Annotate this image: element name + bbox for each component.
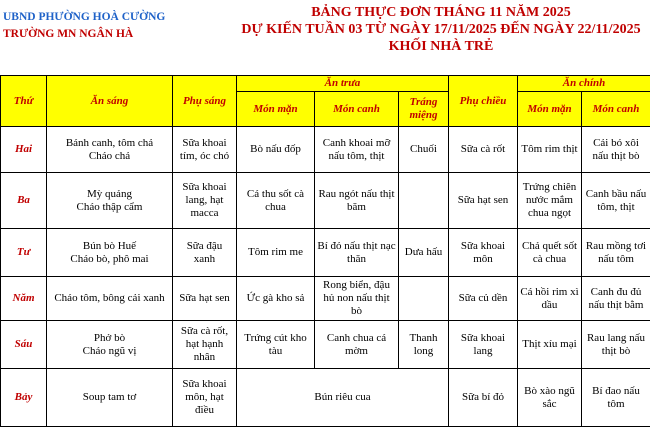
title-line-2: DỰ KIẾN TUẦN 03 TỪ NGÀY 17/11/2025 ĐẾN NGÀY 22/11/2025 bbox=[232, 21, 650, 38]
org-name: UBND PHƯỜNG HOÀ CƯỜNG bbox=[3, 9, 165, 26]
lunch-soup-cell: Canh khoai mỡ nấu tôm, thịt bbox=[315, 127, 399, 173]
col-header-dinner-main: Món mặn bbox=[518, 92, 582, 127]
table-row bbox=[1, 321, 650, 369]
table-row bbox=[1, 229, 650, 277]
day-cell: Hai bbox=[1, 127, 47, 173]
breakfast-cell: Soup tam tơ bbox=[47, 369, 173, 427]
morning-snack-cell: Sữa cà rốt, hạt hạnh nhân bbox=[173, 321, 237, 369]
dinner-soup-cell: Cải bó xôi nấu thịt bò bbox=[582, 127, 650, 173]
afternoon-snack-cell: Sữa khoai môn bbox=[449, 229, 518, 277]
col-header-lunch-soup: Món canh bbox=[315, 92, 399, 127]
title-line-3: KHỐI NHÀ TRẺ bbox=[232, 38, 650, 55]
col-header-day: Thứ bbox=[1, 76, 47, 127]
dinner-soup-cell: Rau mồng tơi nấu tôm bbox=[582, 229, 650, 277]
lunch-soup-cell: Rau ngót nấu thịt băm bbox=[315, 173, 399, 229]
lunch-combined-cell: Bún riêu cua bbox=[237, 369, 449, 427]
dinner-main-cell: Chả quết sốt cà chua bbox=[518, 229, 582, 277]
afternoon-snack-cell: Sữa cà rốt bbox=[449, 127, 518, 173]
morning-snack-cell: Sữa khoai lang, hạt macca bbox=[173, 173, 237, 229]
lunch-dessert-cell bbox=[399, 173, 449, 229]
afternoon-snack-cell: Sữa khoai lang bbox=[449, 321, 518, 369]
page-title bbox=[232, 4, 650, 55]
col-header-morning-snack: Phụ sáng bbox=[173, 76, 237, 127]
day-cell: Bảy bbox=[1, 369, 47, 427]
col-header-dinner-soup: Món canh bbox=[582, 92, 650, 127]
lunch-dessert-cell: Thanh long bbox=[399, 321, 449, 369]
lunch-main-cell: Ức gà kho sả bbox=[237, 277, 315, 321]
dinner-soup-cell: Bí đao nấu tôm bbox=[582, 369, 650, 427]
menu-table bbox=[0, 75, 650, 427]
breakfast-cell: Mỳ quảng Cháo thập cẩm bbox=[47, 173, 173, 229]
title-line-1: BẢNG THỰC ĐƠN THÁNG 11 NĂM 2025 bbox=[232, 4, 650, 21]
col-group-dinner: Ăn chính bbox=[518, 76, 650, 92]
school-name: TRƯỜNG MN NGÂN HÀ bbox=[3, 26, 165, 43]
lunch-main-cell: Tôm rim me bbox=[237, 229, 315, 277]
col-header-lunch-dessert: Tráng miệng bbox=[399, 92, 449, 127]
morning-snack-cell: Sữa khoai tím, óc chó bbox=[173, 127, 237, 173]
lunch-main-cell: Trứng cút kho tàu bbox=[237, 321, 315, 369]
breakfast-cell: Cháo tôm, bông cải xanh bbox=[47, 277, 173, 321]
day-cell: Sáu bbox=[1, 321, 47, 369]
lunch-dessert-cell: Dưa hấu bbox=[399, 229, 449, 277]
table-row bbox=[1, 277, 650, 321]
day-cell: Năm bbox=[1, 277, 47, 321]
col-header-afternoon-snack: Phụ chiều bbox=[449, 76, 518, 127]
col-header-breakfast: Ăn sáng bbox=[47, 76, 173, 127]
table-row bbox=[1, 127, 650, 173]
menu-body bbox=[1, 127, 650, 427]
morning-snack-cell: Sữa đậu xanh bbox=[173, 229, 237, 277]
breakfast-cell: Bún bò Huế Cháo bò, phô mai bbox=[47, 229, 173, 277]
day-cell: Ba bbox=[1, 173, 47, 229]
dinner-main-cell: Trứng chiên nước mắm chua ngọt bbox=[518, 173, 582, 229]
afternoon-snack-cell: Sữa củ dền bbox=[449, 277, 518, 321]
breakfast-cell: Phở bò Cháo ngũ vị bbox=[47, 321, 173, 369]
lunch-dessert-cell bbox=[399, 277, 449, 321]
col-group-lunch: Ăn trưa bbox=[237, 76, 449, 92]
dinner-main-cell: Bò xào ngũ sắc bbox=[518, 369, 582, 427]
lunch-soup-cell: Rong biển, đậu hủ non nấu thịt bò bbox=[315, 277, 399, 321]
lunch-main-cell: Cá thu sốt cà chua bbox=[237, 173, 315, 229]
lunch-soup-cell: Canh chua cá mờm bbox=[315, 321, 399, 369]
breakfast-cell: Bánh canh, tôm chả Cháo chả bbox=[47, 127, 173, 173]
org-block bbox=[3, 9, 165, 43]
lunch-dessert-cell: Chuối bbox=[399, 127, 449, 173]
afternoon-snack-cell: Sữa hạt sen bbox=[449, 173, 518, 229]
lunch-soup-cell: Bí đỏ nấu thịt nạc thăn bbox=[315, 229, 399, 277]
dinner-main-cell: Thịt xíu mại bbox=[518, 321, 582, 369]
col-header-lunch-main: Món mặn bbox=[237, 92, 315, 127]
dinner-main-cell: Tôm rim thịt bbox=[518, 127, 582, 173]
table-row bbox=[1, 173, 650, 229]
dinner-main-cell: Cá hồi rim xì dầu bbox=[518, 277, 582, 321]
lunch-main-cell: Bò nấu đốp bbox=[237, 127, 315, 173]
table-row bbox=[1, 369, 650, 427]
day-cell: Tư bbox=[1, 229, 47, 277]
dinner-soup-cell: Canh đu đủ nấu thịt bằm bbox=[582, 277, 650, 321]
dinner-soup-cell: Rau lang nấu thịt bò bbox=[582, 321, 650, 369]
dinner-soup-cell: Canh bầu nấu tôm, thịt bbox=[582, 173, 650, 229]
morning-snack-cell: Sữa khoai môn, hạt điều bbox=[173, 369, 237, 427]
morning-snack-cell: Sữa hạt sen bbox=[173, 277, 237, 321]
afternoon-snack-cell: Sữa bí đỏ bbox=[449, 369, 518, 427]
